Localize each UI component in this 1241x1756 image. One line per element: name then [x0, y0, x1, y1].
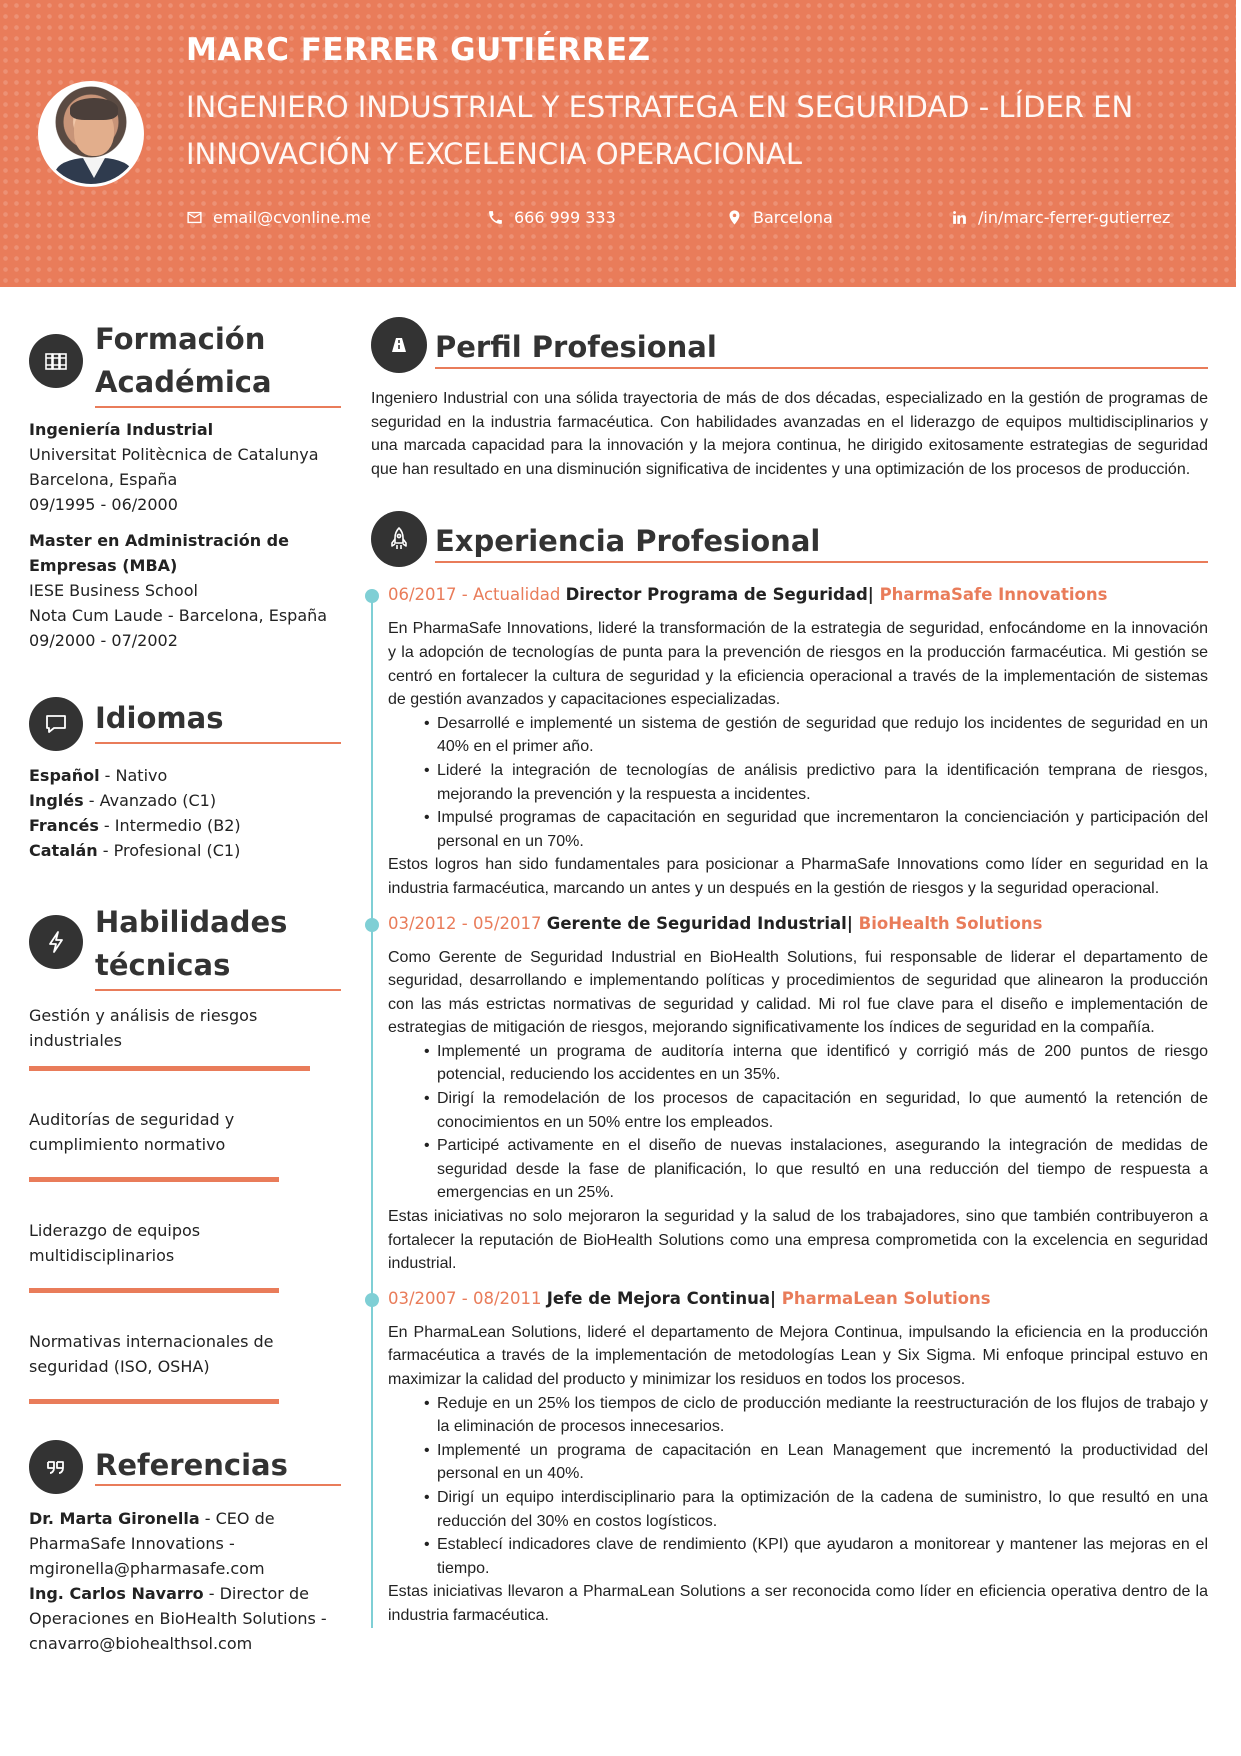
reference-item: Dr. Marta Gironella - CEO de PharmaSafe Innovations - mgironella@pharmasafe.com: [29, 1509, 275, 1578]
achievement-item: • Dirigí un equipo interdisciplinario para la optimización de la cadena de suministro, lo que resultó en una reducción del 30% en costos logísticos.: [424, 1486, 1208, 1533]
achievement-item: • Reduje en un 25% los tiempos de ciclo de producción mediante la reestructuración de los flujos de trabajo y la eliminación de procesos innecesarios.: [424, 1392, 1208, 1439]
education-school: Universitat Politècnica de Catalunya: [29, 445, 319, 464]
quote-icon: [29, 1440, 83, 1494]
education-item: [29, 528, 341, 653]
job-company: PharmaSafe Innovations: [879, 585, 1108, 605]
header-banner: [0, 0, 1236, 287]
profile-title: Perfil Profesional: [435, 330, 717, 364]
rocket-icon: [371, 511, 427, 567]
contact-email-text: email@cvonline.me: [213, 208, 371, 227]
speech-bubble-icon: [29, 697, 83, 751]
job-outro: Estos logros han sido fundamentales para posicionar a PharmaSafe Innovations como líder en seguridad en la industria farmacéutica, marcando un antes y un después en la gestión de riesgos y la seguridad operacional.: [388, 856, 1208, 897]
job-entry: [371, 1287, 1208, 1628]
skill-level-bar: [29, 1399, 279, 1404]
skills-title-line1: Habilidades: [95, 905, 288, 939]
references-title: Referencias: [95, 1448, 288, 1482]
skill-item: Auditorías de seguridad y cumplimiento normativo: [29, 1107, 341, 1182]
skills-section: [29, 901, 341, 1404]
job-dates: 03/2007 - 08/2011: [388, 1288, 542, 1308]
contact-email[interactable]: [186, 208, 371, 227]
linkedin-icon: [951, 209, 968, 226]
achievement-item: • Impulsé programas de capacitación en seguridad que incrementaron la concienciación y participación del personal en un 70%.: [424, 806, 1208, 853]
education-dates: 09/2000 - 07/2002: [29, 631, 178, 650]
email-icon: [186, 209, 203, 226]
job-intro: Como Gerente de Seguridad Industrial en BioHealth Solutions, fui responsable de liderar el departamento de seguridad, desarrollando e implementando políticas y procedimientos de seguridad que alinearon la producción con las más estrictas normativas de seguridad y calidad. Mi rol fue clave para el diseño e implementación de estrategias de mitigación de riesgos, mejorando significativamente los índices de seguridad en la compañía.: [388, 948, 1208, 1037]
skill-item: Gestión y análisis de riesgos industriales: [29, 1003, 341, 1071]
job-entry: [371, 583, 1208, 900]
education-degree: Master en Administración de Empresas (MBA): [29, 531, 289, 575]
job-dates: 03/2012 - 05/2017: [388, 913, 542, 933]
achievement-item: • Implementé un programa de capacitación en Lean Management que incrementó la productividad del personal en un 40%.: [424, 1439, 1208, 1486]
candidate-headline: INGENIERO INDUSTRIAL Y ESTRATEGA EN SEGURIDAD - LÍDER EN INNOVACIÓN Y EXCELENCIA OPERACIONAL: [186, 90, 1134, 171]
right-column: [371, 317, 1208, 1628]
achievement-item: • Implementé un programa de auditoría interna que identificó y corrigió más de 200 puntos de riesgo potencial, reduciendo los accidentes en un 35%.: [424, 1040, 1208, 1087]
job-outro: Estas iniciativas llevaron a PharmaLean Solutions a ser reconocida como líder en eficiencia operativa dentro de la industria farmacéutica.: [388, 1583, 1208, 1624]
reference-item: Ing. Carlos Navarro - Director de Operaciones en BioHealth Solutions - cnavarro@biohealthsol.com: [29, 1584, 327, 1653]
education-item: [29, 417, 341, 517]
job-intro: En PharmaLean Solutions, lideré el departamento de Mejora Continua, impulsando la eficiencia en la producción farmacéutica a través de la implementación de metodologías Lean y Six Sigma. Mi enfoque principal estuvo en maximizar la calidad del producto y minimizar los residuos en todos los procesos.: [388, 1323, 1208, 1388]
achievement-item: • Establecí indicadores clave de rendimiento (KPI) que ayudaron a monitorear y mantener las mejoras en el tiempo.: [424, 1533, 1208, 1580]
language-item: Español - Nativo: [29, 766, 168, 785]
job-title-line: 03/2012 - 05/2017 Gerente de Seguridad Industrial| BioHealth Solutions: [388, 913, 1043, 933]
contact-phone-text: 666 999 333: [514, 208, 616, 227]
job-achievements: [424, 1040, 1208, 1205]
job-role: Jefe de Mejora Continua: [546, 1288, 770, 1308]
job-company: BioHealth Solutions: [858, 913, 1043, 933]
education-title: Formación Académica: [95, 322, 272, 399]
references-section: [29, 1440, 341, 1656]
skill-item: Normativas internacionales de seguridad (ISO, OSHA): [29, 1329, 341, 1404]
profile-text: Ingeniero Industrial con una sólida trayectoria de más de dos décadas, especializado en la gestión de programas de seguridad en la industria farmacéutica. Con habilidades avanzadas en el liderazgo de equipos multidisciplinarios y una marcada capacidad para la innovación y la mejora continua, he dirigido exitosamente estrategias de seguridad que han resultado en una disminución significativa de incidentes y una optimización de los procesos de producción.: [371, 390, 1208, 478]
job-dates: 06/2017 - Actualidad: [388, 585, 561, 605]
education-school: IESE Business School: [29, 581, 198, 600]
language-item: Francés - Intermedio (B2): [29, 816, 241, 835]
job-title-line: 03/2007 - 08/2011 Jefe de Mejora Continua| PharmaLean Solutions: [388, 1288, 991, 1308]
skills-title-line2: técnicas: [95, 948, 231, 982]
lightning-icon: [29, 915, 83, 969]
map-pin-icon: [726, 209, 743, 226]
timeline-dot: [365, 1293, 379, 1307]
skill-level-bar: [29, 1066, 310, 1071]
achievement-item: • Desarrollé e implementé un sistema de gestión de seguridad que redujo los incidentes de seguridad en un 40% en el primer año.: [424, 712, 1208, 759]
skill-item: Liderazgo de equipos multidisciplinarios: [29, 1218, 341, 1293]
job-achievements: [424, 1392, 1208, 1581]
profile-section: [371, 317, 1208, 481]
education-place: Barcelona, España: [29, 470, 178, 489]
experience-section: [371, 511, 1208, 1627]
achievement-item: • Participé activamente en el diseño de nuevas instalaciones, asegurando la integración de medidas de seguridad desde la fase de planificación, lo que resultó en una reducción del tiempo de respuesta a emergencias en un 25%.: [424, 1134, 1208, 1205]
skill-level-bar: [29, 1177, 279, 1182]
left-column: [29, 318, 341, 1656]
job-achievements: [424, 712, 1208, 854]
languages-title: Idiomas: [95, 701, 224, 735]
job-intro: En PharmaSafe Innovations, lideré la transformación de la estrategia de seguridad, enfocándome en la innovación y la adopción de tecnologías de punta para la prevención de riesgos en la producción farmacéutica. Mi gestión se centró en fortalecer la cultura de seguridad y la eficiencia operacional a través de la implementación de sistemas de gestión avanzados y capacitaciones especializadas.: [388, 620, 1208, 709]
candidate-name: MARC FERRER GUTIÉRREZ: [186, 32, 651, 68]
books-icon: [29, 334, 83, 388]
contact-linkedin[interactable]: [951, 208, 1170, 227]
education-section: [29, 318, 341, 653]
job-title-line: 06/2017 - Actualidad Director Programa de Seguridad| PharmaSafe Innovations: [388, 585, 1108, 605]
job-company: PharmaLean Solutions: [781, 1288, 991, 1308]
contact-linkedin-text: /in/marc-ferrer-gutierrez: [978, 208, 1171, 227]
timeline-dot: [365, 918, 379, 932]
phone-icon: [487, 209, 504, 226]
language-item: Inglés - Avanzado (C1): [29, 791, 217, 810]
contact-phone[interactable]: [487, 208, 616, 227]
education-degree: Ingeniería Industrial: [29, 420, 214, 439]
education-place: Nota Cum Laude - Barcelona, España: [29, 606, 328, 625]
skills-list: [29, 1003, 341, 1404]
job-role: Director Programa de Seguridad: [565, 585, 868, 605]
language-item: Catalán - Profesional (C1): [29, 841, 241, 860]
avatar: [38, 81, 144, 187]
achievement-item: • Dirigí la remodelación de los procesos de capacitación en seguridad, lo que aumentó la retención de conocimientos en un 50% entre los empleados.: [424, 1087, 1208, 1134]
experience-timeline: [371, 583, 1208, 1627]
contact-location: [726, 208, 833, 227]
job-outro: Estas iniciativas no solo mejoraron la seguridad y la salud de los trabajadores, sino que también contribuyeron a fortalecer la reputación de BioHealth Solutions como una empresa comprometida con la excelencia en seguridad industrial.: [388, 1208, 1208, 1273]
achievement-item: • Lideré la integración de tecnologías de análisis predictivo para la identificación temprana de riesgos, mejorando la prevención y la respuesta a incidentes.: [424, 759, 1208, 806]
job-role: Gerente de Seguridad Industrial: [546, 913, 847, 933]
experience-title: Experiencia Profesional: [435, 524, 821, 559]
languages-section: [29, 697, 341, 863]
road-icon: [371, 317, 427, 373]
skill-level-bar: [29, 1288, 279, 1293]
timeline-dot: [365, 589, 379, 603]
contact-location-text: Barcelona: [753, 208, 833, 227]
job-entry: [371, 912, 1208, 1276]
education-dates: 09/1995 - 06/2000: [29, 495, 178, 514]
